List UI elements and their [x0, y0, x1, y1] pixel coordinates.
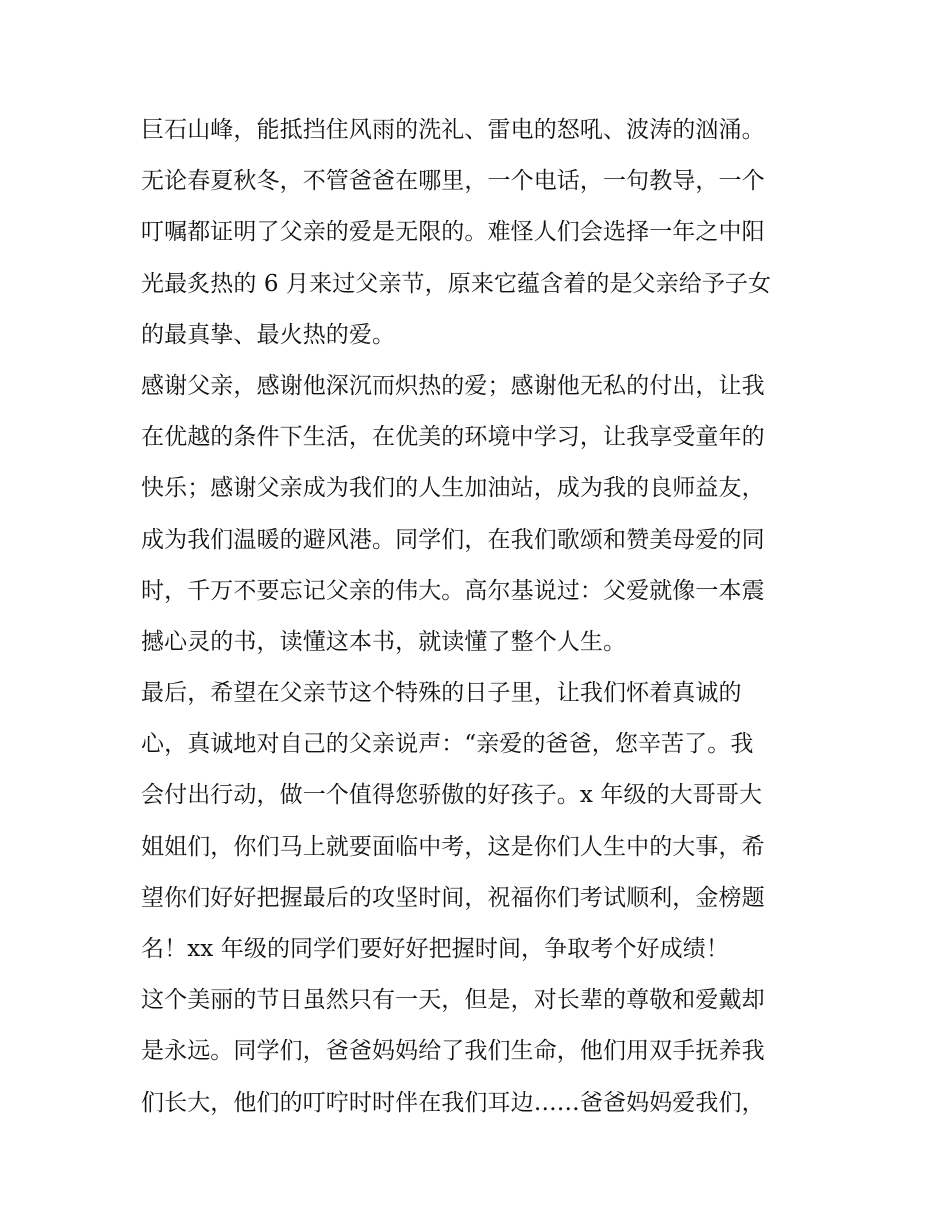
body-text [141, 105, 821, 1129]
paragraph-3 [141, 668, 821, 975]
text-line: 最后，希望在父亲节这个特殊的日子里，让我们怀着真诚的 [141, 680, 742, 707]
text-line: 是永远。同学们，爸爸妈妈给了我们生命，他们用双手抚养我 [141, 1038, 765, 1065]
text-line: 姐姐们，你们马上就要面临中考，这是你们人生中的大事，希 [141, 833, 765, 860]
text-line: 时，千万不要忘记父亲的伟大。高尔基说过：父爱就像一本震 [141, 577, 765, 604]
paragraph-4 [141, 975, 821, 1129]
text-line: 无论春夏秋冬，不管爸爸在哪里，一个电话，一句教导，一个 [141, 168, 765, 195]
text-line: 快乐；感谢父亲成为我们的人生加油站，成为我的良师益友， [141, 475, 765, 502]
text-line: 这个美丽的节日虽然只有一天，但是，对长辈的尊敬和爱戴却 [141, 987, 765, 1014]
text-line: 感谢父亲，感谢他深沉而炽热的爱；感谢他无私的付出，让我 [141, 372, 765, 399]
text-line: 心，真诚地对自己的父亲说声：“亲爱的爸爸，您辛苦了。我 [141, 731, 754, 758]
text-line: 的最真挚、最火热的爱。 [141, 321, 396, 348]
paragraph-2 [141, 361, 821, 668]
text-line: 会付出行动，做一个值得您骄傲的好孩子。x 年级的大哥哥大 [141, 782, 763, 809]
text-line: 望你们好好把握最后的攻坚时间，祝福你们考试顺利，金榜题 [141, 884, 765, 911]
text-line: 在优越的条件下生活，在优美的环境中学习，让我享受童年的 [141, 424, 765, 451]
text-line: 们长大，他们的叮咛时时伴在我们耳边……爸爸妈妈爱我们， [141, 1089, 765, 1116]
text-line: 撼心灵的书，读懂这本书，就读懂了整个人生。 [141, 628, 627, 655]
text-line: 光最炙热的 6 月来过父亲节，原来它蕴含着的是父亲给予子女 [141, 270, 772, 297]
text-line: 叮嘱都证明了父亲的爱是无限的。难怪人们会选择一年之中阳 [141, 219, 765, 246]
paragraph-1 [141, 105, 821, 361]
text-line: 成为我们温暖的避风港。同学们，在我们歌颂和赞美母爱的同 [141, 526, 765, 553]
text-line: 巨石山峰，能抵挡住风雨的洗礼、雷电的怒吼、波涛的汹涌。 [141, 117, 765, 143]
text-line: 名！xx 年级的同学们要好好把握时间，争取考个好成绩！ [141, 936, 729, 962]
